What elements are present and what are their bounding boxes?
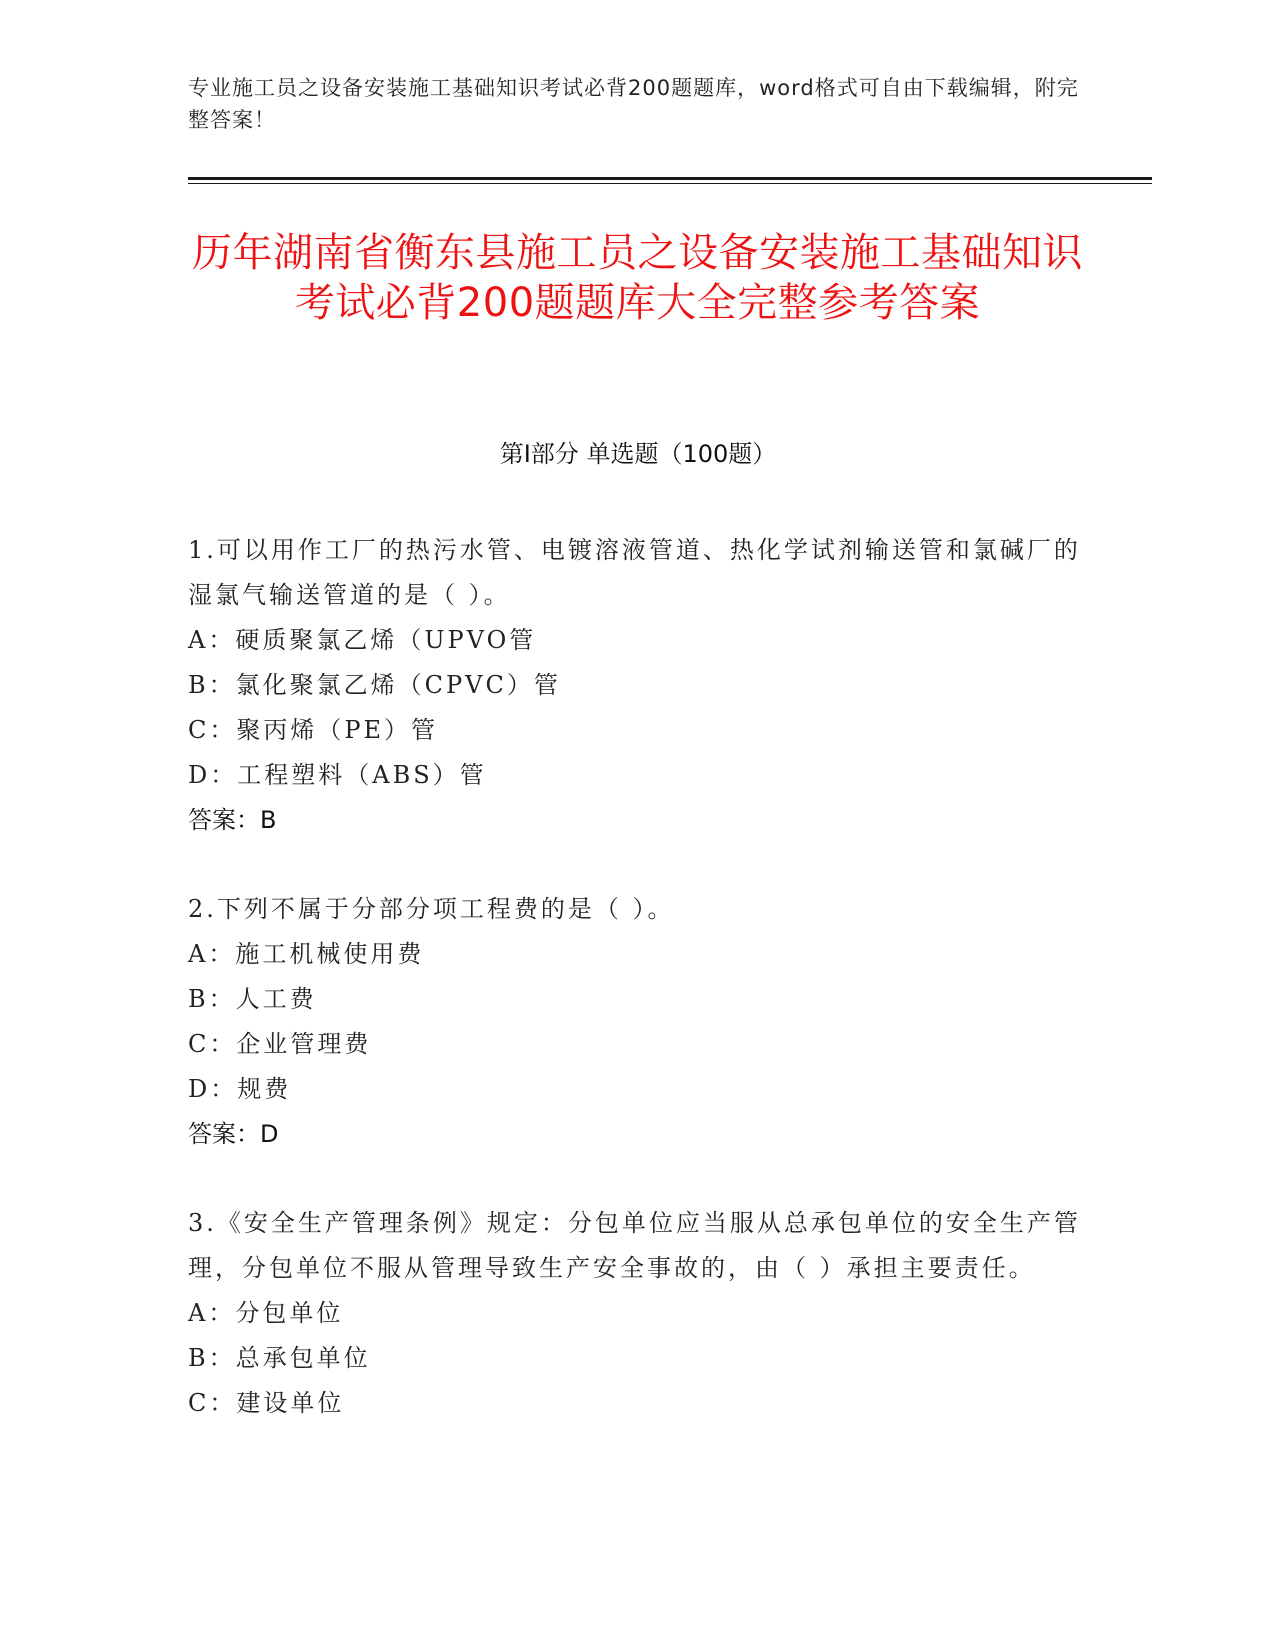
document-title: 历年湖南省衡东县施工员之设备安装施工基础知识考试必背200题题库大全完整参考答案 [192, 230, 1083, 326]
question-stem: 2.下列不属于分部分项工程费的是（ ）。 [188, 895, 675, 923]
header-rule-thin [188, 183, 1152, 184]
option-c: C：聚丙烯（PE）管 [188, 716, 439, 744]
option-a: A：施工机械使用费 [188, 940, 425, 968]
question-3 [188, 1201, 1088, 1426]
option-b: B：氯化聚氯乙烯（CPVC）管 [188, 671, 561, 699]
option-c: C：企业管理费 [188, 1030, 372, 1058]
answer-line: 答案：D [188, 1120, 279, 1148]
header-rule-thick [188, 177, 1152, 180]
option-d: D：工程塑料（ABS）管 [188, 761, 487, 789]
question-2 [188, 887, 1088, 1157]
question-stem: 1.可以用作工厂的热污水管、电镀溶液管道、热化学试剂输送管和氯碱厂的湿氯气输送管道的是（ ）。 [188, 536, 1081, 609]
option-c: C：建设单位 [188, 1389, 345, 1417]
question-stem: 3.《安全生产管理条例》规定：分包单位应当服从总承包单位的安全生产管理，分包单位不服从管理导致生产安全事故的，由（ ）承担主要责任。 [188, 1209, 1081, 1282]
option-a: A：硬质聚氯乙烯（UPVO管 [188, 626, 537, 654]
document-header-note: 专业施工员之设备安装施工基础知识考试必背200题题库，word格式可自由下载编辑，附完整答案！ [188, 76, 1079, 132]
question-1 [188, 528, 1088, 843]
option-b: B：总承包单位 [188, 1344, 371, 1372]
option-a: A：分包单位 [188, 1299, 344, 1327]
option-b: B：人工费 [188, 985, 317, 1013]
question-list [188, 528, 1088, 1470]
section-heading: 第I部分 单选题（100题） [499, 440, 777, 468]
option-d: D：规费 [188, 1075, 292, 1103]
answer-line: 答案：B [188, 806, 277, 834]
